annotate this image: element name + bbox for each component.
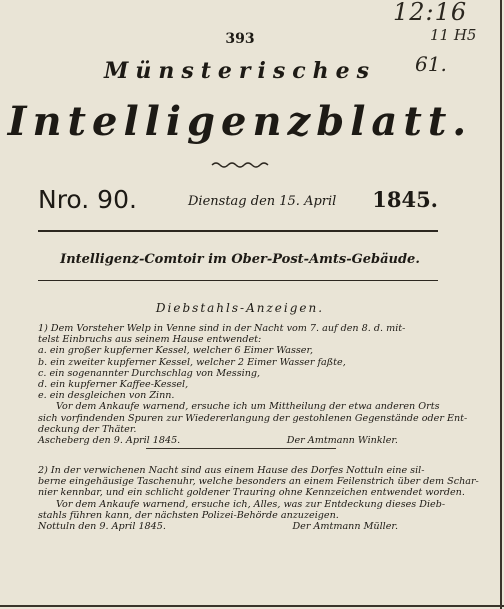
notice-line: deckung der Thäter. — [38, 423, 137, 435]
page-edge-right — [500, 0, 502, 609]
issue-year: 1845. — [372, 187, 438, 212]
masthead-line-1: Münsterisches — [104, 58, 376, 84]
section-heading: Diebstahls-Anzeigen. — [155, 301, 325, 315]
notice-item: b. ein zweiter kupferner Kessel, welcher 2 Eimer Wasser faßte, — [38, 356, 346, 368]
notice-line: 2) In der verwichenen Nacht sind aus einem Hause des Dorfes Nottuln eine sil- — [38, 465, 425, 476]
notice-item: d. ein kupferner Kaffee-Kessel, — [38, 378, 189, 390]
notice-line: Vor dem Ankaufe warnend, ersuche ich um Mittheilung der etwa anderen Orts — [56, 401, 440, 413]
issue-row — [38, 185, 438, 215]
notice-1 — [38, 323, 468, 446]
notice-line: berne eingehäusige Taschenuhr, welche besonders an einem Feilenstrich über dem Schar- — [38, 476, 479, 488]
notice-line: Vor dem Ankaufe warnend, ersuche ich, Alles, was zur Entdeckung dieses Dieb- — [56, 498, 446, 510]
notice-line: sich vorfindenden Spuren zur Wiedererlangung der gestohlenen Gegenstände oder Ent- — [38, 412, 468, 424]
notice-divider — [146, 448, 336, 449]
notice-item: a. ein großer kupferner Kessel, welcher 6 Eimer Wasser, — [38, 345, 314, 357]
notice-line: nier kennbar, und ein schlicht goldener Trauring ohne Kennzeichen entwendet worden. — [38, 487, 465, 499]
issue-date: Dienstag den 15. April — [188, 194, 337, 209]
notice-line: telst Einbruchs aus seinem Hause entwendet: — [38, 334, 262, 346]
handwritten-note-middle: 11 H5 — [430, 26, 477, 44]
notice-1-place-date: Ascheberg den 9. April 1845. — [38, 434, 181, 446]
notice-1-signature-row — [38, 435, 398, 446]
notice-line: 1) Dem Vorsteher Welp in Venne sind in der Nacht vom 7. auf den 8. d. mit- — [38, 323, 406, 334]
office-address: Intelligenz-Comtoir im Ober-Post-Amts-Gebäude. — [60, 252, 420, 267]
notice-2-place-date: Nottuln den 9. April 1845. — [38, 520, 166, 532]
handwritten-note-top: 12:16 — [393, 0, 468, 26]
notice-2 — [38, 465, 479, 532]
notice-1-signature: Der Amtmann Winkler. — [286, 434, 398, 446]
issue-number: Nro. 90. — [38, 185, 137, 214]
handwritten-note-number: 61. — [415, 52, 447, 76]
notice-2-signature-row — [38, 521, 398, 532]
page-edge-bottom — [0, 605, 504, 607]
masthead-line-2: Intelligenzblatt. — [7, 98, 473, 145]
rule-top — [38, 230, 438, 232]
notice-line: stahls führen kann, der nächsten Polizei-Behörde anzuzeigen. — [38, 509, 339, 521]
notice-item: e. ein desgleichen von Zinn. — [38, 390, 175, 402]
notice-item: c. ein sogenannter Durchschlag von Messing, — [38, 367, 261, 379]
ornament-divider — [210, 160, 270, 170]
notice-2-signature: Der Amtmann Müller. — [292, 520, 398, 532]
rule-bottom — [38, 280, 438, 281]
page-number: 393 — [225, 31, 255, 47]
